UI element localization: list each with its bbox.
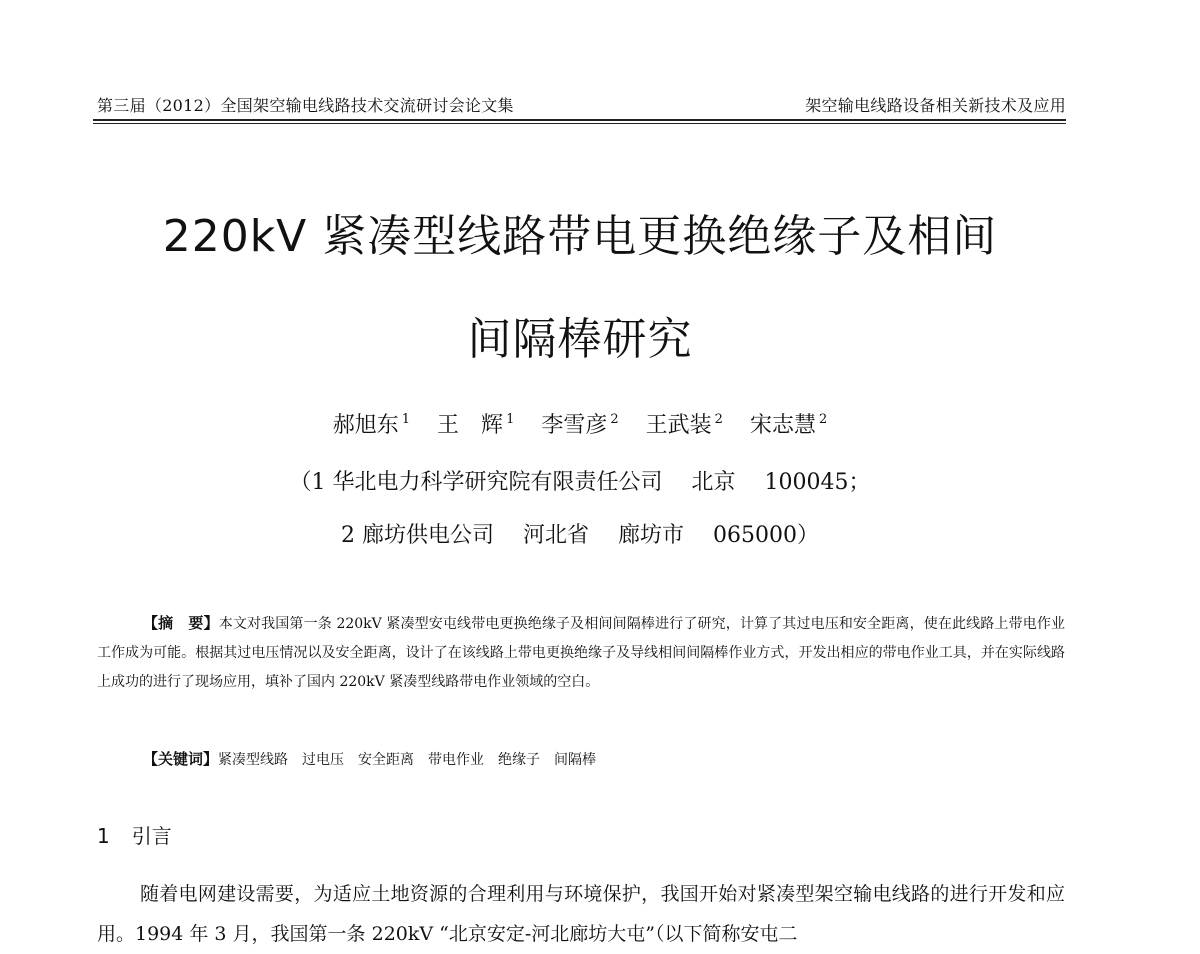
author: 王 辉 $^1$ bbox=[437, 412, 515, 438]
affiliation-institute: （1 华北电力科学研究院有限责任公司 bbox=[289, 470, 663, 495]
paper-title-line-1: 220kV 紧凑型线路带电更换绝缘子及相间 bbox=[162, 211, 998, 262]
author: 宋志慧 $^2$ bbox=[749, 412, 828, 438]
header-rule bbox=[93, 119, 1066, 121]
keyword: 带电作业 bbox=[428, 752, 485, 768]
keyword: 绝缘子 bbox=[498, 752, 541, 768]
author: 王武装 $^2$ bbox=[645, 412, 723, 438]
keyword: 紧凑型线路 bbox=[218, 752, 289, 768]
affiliation-postcode: 100045； bbox=[764, 470, 871, 495]
section-heading bbox=[97, 820, 172, 849]
keyword: 安全距离 bbox=[358, 752, 415, 768]
abstract-text: 本文对我国第一条 220kV 紧凑型安屯线带电更换绝缘子及相间间隔棒进行了研究，计算了其过电压和安全距离，使在此线路上带电作业工作成为可能。根据其过电压情况以及安全距离，设计了在该线路上带电更换绝缘子及导线相间间隔棒作业方式，开发出相应的带电作业工具，并在实际线路上成功的进行了现场应用，填补了国内 220kV 紧凑型线路带电作业领域的空白。 bbox=[97, 616, 1065, 690]
keywords bbox=[143, 748, 610, 769]
affiliation-postcode: 065000） bbox=[713, 523, 819, 548]
affiliation-province: 河北省 bbox=[522, 523, 589, 548]
abstract bbox=[97, 609, 1065, 697]
paper-title-line-2: 间隔棒研究 bbox=[467, 314, 693, 365]
affiliation-city: 北京 bbox=[691, 470, 736, 495]
keyword: 间隔棒 bbox=[554, 752, 597, 768]
author-list bbox=[0, 408, 1160, 439]
affiliation-institute: 2 廊坊供电公司 bbox=[340, 523, 494, 548]
header-rule-thin bbox=[93, 123, 1066, 124]
affiliation-city: 廊坊市 bbox=[618, 523, 685, 548]
keywords-label: 【关键词】 bbox=[143, 750, 219, 768]
author: 李雪彦 $^2$ bbox=[541, 412, 619, 438]
section-number: 1 bbox=[97, 824, 110, 848]
section-title: 引言 bbox=[131, 824, 172, 848]
running-header-left: 第三届（2012）全国架空输电线路技术交流研讨会论文集 bbox=[97, 96, 514, 115]
affiliation-line-2 bbox=[0, 518, 1160, 549]
running-header-right: 架空输电线路设备相关新技术及应用 bbox=[805, 96, 1066, 115]
abstract-label: 【摘 要】 bbox=[143, 614, 219, 632]
author: 郝旭东 $^1$ bbox=[332, 412, 411, 438]
body-paragraph: 随着电网建设需要，为适应土地资源的合理利用与环境保护，我国开始对紧凑型架空输电线路的进行开发和应用。1994 年 3 月，我国第一条 220kV “北京安定-河北廊坊大屯”（以下简称安屯二 bbox=[97, 883, 1065, 945]
affiliation-line-1 bbox=[0, 465, 1160, 496]
keyword: 过电压 bbox=[302, 752, 345, 768]
